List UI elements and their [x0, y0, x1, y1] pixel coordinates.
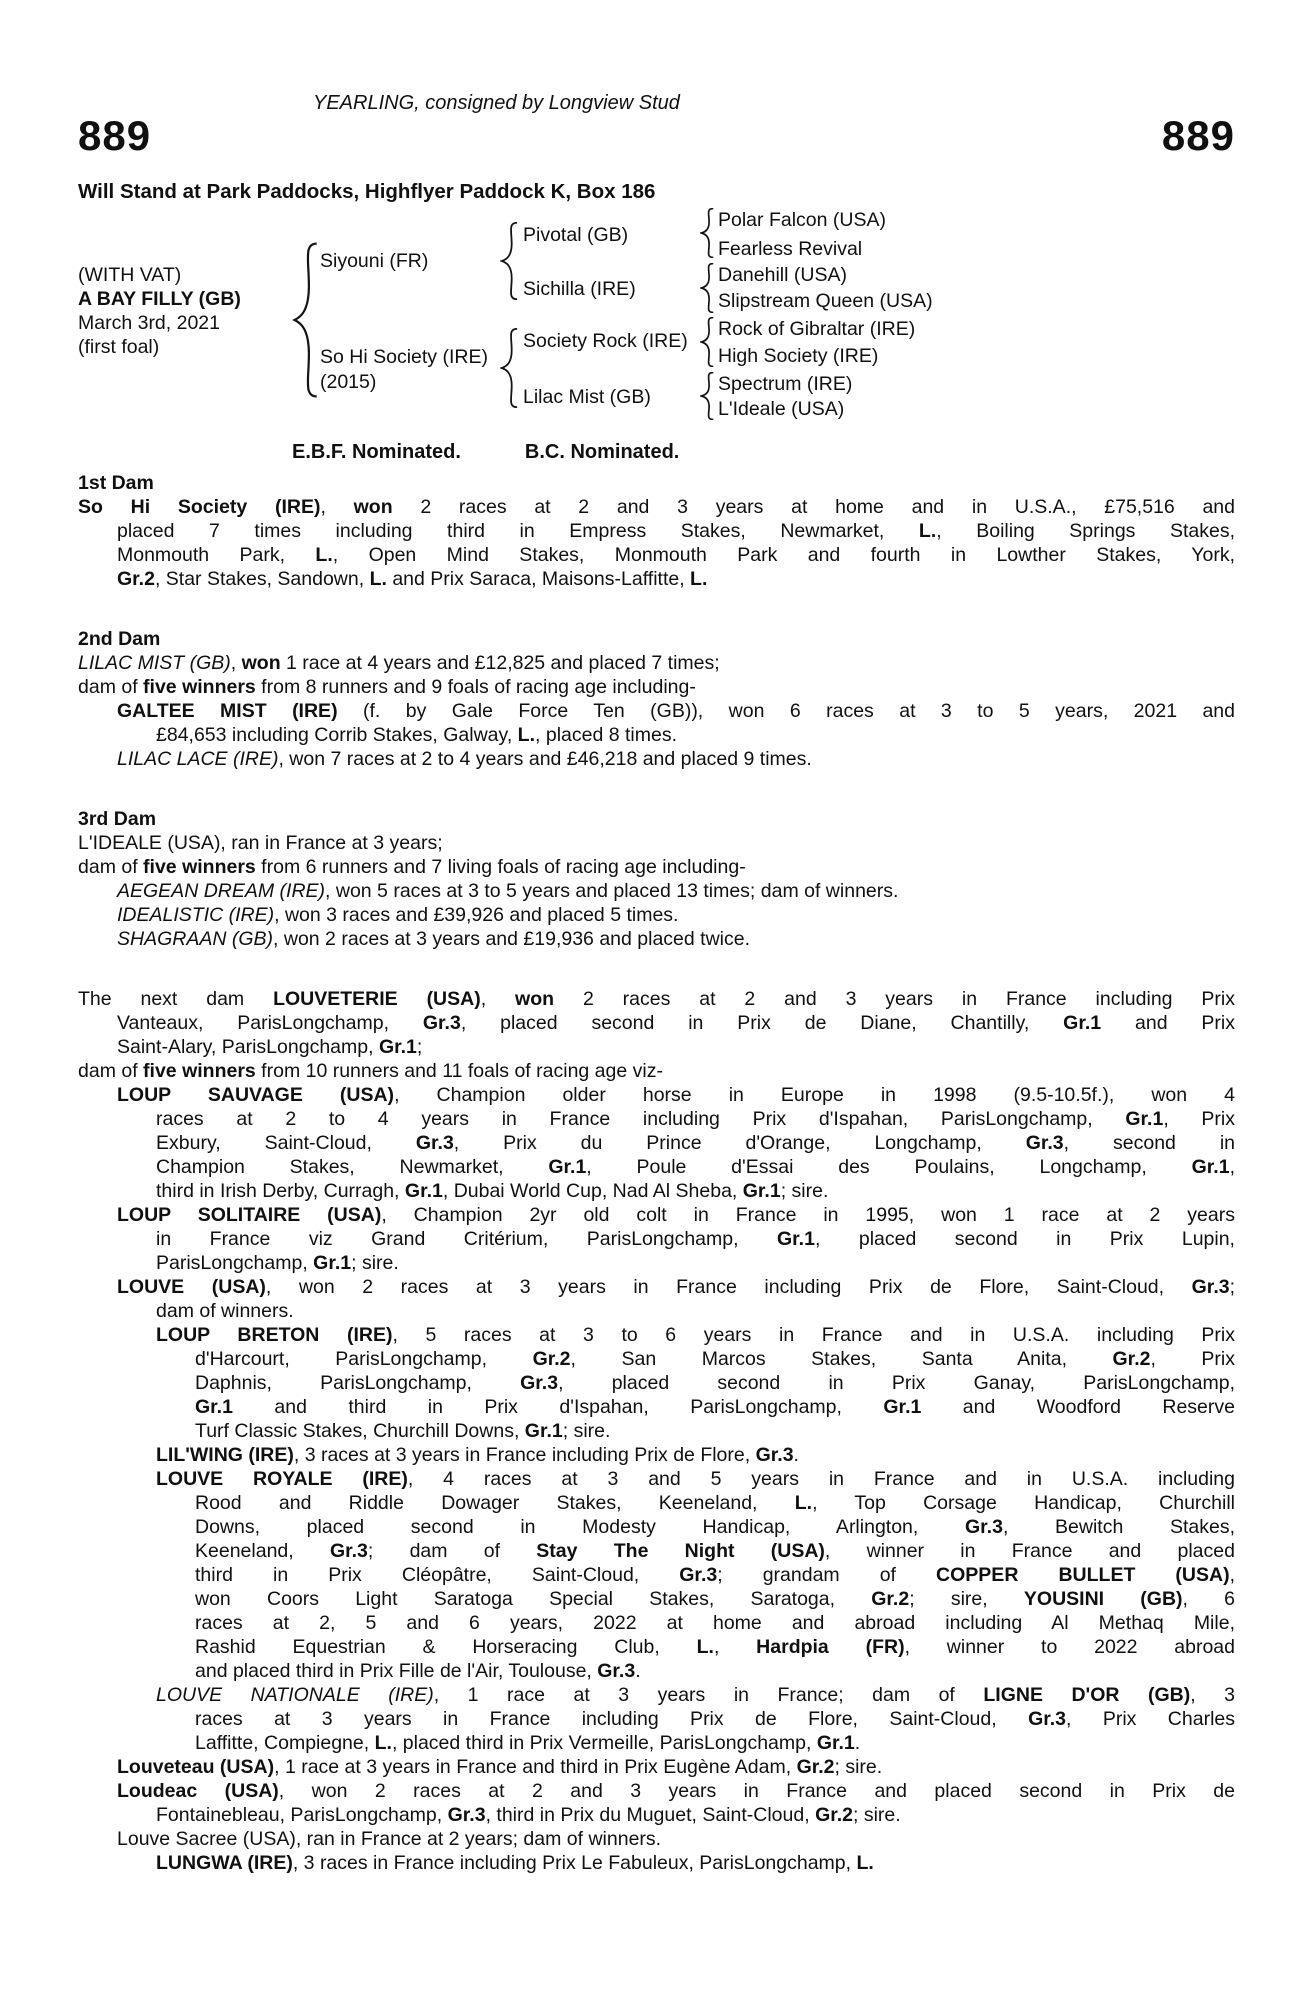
text-run: Laffitte, Compiegne, [195, 1732, 375, 1754]
text-run: won Coors Light Saratoga Special Stakes, Saratoga, [195, 1588, 872, 1610]
text-run: 1 race at 4 years and £12,825 and placed 7 times; [280, 652, 720, 674]
text-run: L. [690, 568, 708, 590]
text-run: LOUVE (USA) [117, 1276, 266, 1298]
pedigree-text-line [78, 699, 1235, 723]
text-run: in France viz Grand Critérium, ParisLongchamp, [156, 1228, 777, 1250]
text-run: Gr.3 [1191, 1276, 1230, 1298]
pedigree-text-line [78, 1683, 1235, 1707]
text-run: L. [696, 1636, 714, 1658]
pedigree-text-line [78, 1803, 1235, 1827]
stand-location: Will Stand at Park Paddocks, Highflyer Paddock K, Box 186 [78, 180, 656, 203]
text-run: , Bewitch Stakes, [1002, 1516, 1235, 1538]
text-run: , [1229, 1564, 1235, 1586]
gen3-name: Danehill (USA) [718, 264, 847, 286]
text-run: , Open Mind Stakes, Monmouth Park and fourth in Lowther Stakes, York, [332, 544, 1235, 566]
text-run: , San Marcos Stakes, Santa Anita, [570, 1348, 1113, 1370]
pedigree-text-line [78, 927, 1235, 951]
pedigree-text-line [78, 1251, 1235, 1275]
pedigree-text-line [78, 1659, 1235, 1683]
text-run: Gr.3 [1025, 1132, 1064, 1154]
pedigree-brace [292, 242, 318, 398]
text-run: LIGNE D'OR (GB) [983, 1684, 1191, 1706]
text-run: third in Prix Cléopâtre, Saint-Cloud, [195, 1564, 680, 1586]
text-run: Gr.1 [777, 1228, 815, 1250]
gen3-name: Fearless Revival [718, 238, 863, 260]
text-run: Gr.1 [1063, 1012, 1102, 1034]
text-run: , 1 race at 3 years in France and third in Prix Eugène Adam, [274, 1756, 797, 1778]
text-run: Champion Stakes, Newmarket, [156, 1156, 549, 1178]
pedigree-text-line [78, 675, 1235, 699]
text-run: , Prix du Prince d'Orange, Longchamp, [453, 1132, 1026, 1154]
dam-section-heading: 3rd Dam [78, 808, 157, 830]
pedigree-text-line [78, 855, 1235, 879]
text-run: LOUP SOLITAIRE (USA) [117, 1204, 382, 1226]
pedigree-text-line [78, 1299, 1235, 1323]
text-run: , [1229, 1156, 1235, 1178]
text-run: , [713, 1636, 757, 1658]
text-run: five winners [143, 856, 256, 878]
text-run: , second in [1063, 1132, 1235, 1154]
pedigree-text-line [78, 1275, 1235, 1299]
text-run: , 3 races in France including Prix Le Fabuleux, ParisLongchamp, [292, 1852, 857, 1874]
pedigree-text-line [78, 831, 1235, 855]
text-run: and Prix [1101, 1012, 1235, 1034]
lot-number-row [78, 112, 1235, 159]
text-run: LOUVETERIE (USA) [273, 988, 481, 1010]
pedigree-text-line [78, 1107, 1235, 1131]
text-run: LILAC LACE (IRE) [117, 748, 279, 770]
text-run: Louve Sacree (USA), ran in France at 2 years; dam of winners. [117, 1828, 662, 1850]
text-run: Gr.3 [520, 1372, 559, 1394]
pedigree-text-line [78, 1539, 1235, 1563]
text-run: Gr.3 [964, 1516, 1003, 1538]
text-run: Gr.3 [447, 1804, 486, 1826]
text-run: GALTEE MIST (IRE) [117, 700, 338, 722]
text-run: , won 7 races at 2 to 4 years and £46,218 and placed 9 times. [278, 748, 812, 770]
text-run: LOUVE ROYALE (IRE) [156, 1468, 408, 1490]
pedigree-brace [500, 328, 518, 408]
pedigree-text [78, 471, 1235, 1875]
text-run: , placed second in Prix de Diane, Chantilly, [460, 1012, 1064, 1034]
pedigree-text-line [78, 1227, 1235, 1251]
lot-number-right: 889 [1161, 112, 1235, 159]
pedigree-text-line [78, 1443, 1235, 1467]
text-run: Gr.1 [404, 1180, 443, 1202]
pedigree-brace [700, 317, 714, 367]
pedigree-text-line [78, 1179, 1235, 1203]
text-run: Loudeac (USA) [117, 1780, 279, 1802]
text-run: ; sire. [351, 1252, 399, 1274]
text-run: Exbury, Saint-Cloud, [156, 1132, 416, 1154]
text-run: , winner in France and placed [824, 1540, 1235, 1562]
pedigree-text-line [78, 1851, 1235, 1875]
text-run: Rood and Riddle Dowager Stakes, Keeneland, [195, 1492, 795, 1514]
pedigree-text-line [78, 1419, 1235, 1443]
text-run: ; sire. [853, 1804, 901, 1826]
text-run: , Champion 2yr old colt in France in 1995, won 1 race at 2 years [381, 1204, 1235, 1226]
text-run: L. [517, 724, 536, 746]
pedigree-text-line [78, 1083, 1235, 1107]
text-run: , Champion older horse in Europe in 1998 (9.5-10.5f.), won 4 [394, 1084, 1235, 1106]
text-run: won [515, 988, 555, 1010]
text-run: from 10 runners and 11 foals of racing age viz- [255, 1060, 663, 1082]
text-run: Gr.1 [1191, 1156, 1230, 1178]
text-run: Louveteau (USA) [117, 1756, 275, 1778]
text-run: and third in Prix d'Ispahan, ParisLongchamp, [232, 1396, 884, 1418]
text-run: , won 2 races at 3 years in France including Prix de Flore, Saint-Cloud, [265, 1276, 1192, 1298]
text-run: Gr.1 [548, 1156, 587, 1178]
text-run: ; [416, 1036, 423, 1058]
text-run: five winners [143, 1060, 256, 1082]
text-run: . [854, 1732, 861, 1754]
sire-dam-name: Sichilla (IRE) [523, 278, 636, 300]
text-run: races at 2 to 4 years in France including Prix d'Ispahan, ParisLongchamp, [156, 1108, 1126, 1130]
text-run: Vanteaux, ParisLongchamp, [117, 1012, 423, 1034]
text-run: , won 3 races and £39,926 and placed 5 times. [274, 904, 679, 926]
text-run: L'IDEALE (USA), ran in France at 3 years; [78, 832, 443, 854]
pedigree-brace [700, 372, 714, 420]
text-run: COPPER BULLET (USA) [936, 1564, 1230, 1586]
text-run: , 3 races at 3 years in France including Prix de Flore, [293, 1444, 756, 1466]
text-run: races at 3 years in France including Prix de Flore, Saint-Cloud, [195, 1708, 1029, 1730]
text-run: dam of [78, 676, 144, 698]
pedigree-text-line [78, 1491, 1235, 1515]
text-run: Saint-Alary, ParisLongchamp, [117, 1036, 379, 1058]
text-run: Fontainebleau, ParisLongchamp, [156, 1804, 448, 1826]
text-run: , 5 races at 3 to 6 years in France and in U.S.A. including Prix [392, 1324, 1235, 1346]
pedigree-text-line [78, 1707, 1235, 1731]
text-run: , won 5 races at 3 to 5 years and placed 13 times; dam of winners. [325, 880, 899, 902]
text-run: Rashid Equestrian & Horseracing Club, [195, 1636, 697, 1658]
text-run: So Hi Society (IRE) [78, 496, 321, 518]
gen3-name: Spectrum (IRE) [718, 373, 853, 395]
text-run: , Dubai World Cup, Nad Al Sheba, [442, 1180, 743, 1202]
gen3-name: Rock of Gibraltar (IRE) [718, 318, 916, 340]
pedigree-text-line [78, 1755, 1235, 1779]
text-run: Turf Classic Stakes, Churchill Downs, [195, 1420, 525, 1442]
pedigree-text-line [78, 723, 1235, 747]
text-run: . [635, 1660, 641, 1682]
text-run: ; [1229, 1276, 1236, 1298]
pedigree-text-line [78, 1467, 1235, 1491]
foal-note: (first foal) [78, 336, 160, 358]
text-run: L. [315, 544, 333, 566]
text-run: LOUVE NATIONALE (IRE) [156, 1684, 434, 1706]
pedigree-text-line [78, 543, 1235, 567]
text-run: ; sire. [780, 1180, 829, 1202]
text-run: and Prix Saraca, Maisons-Laffitte, [386, 568, 691, 590]
text-run: Gr.3 [679, 1564, 718, 1586]
pedigree-text-line [78, 1347, 1235, 1371]
text-run: , 1 race at 3 years in France; dam of [433, 1684, 984, 1706]
text-run: and Woodford Reserve [921, 1396, 1235, 1418]
text-run: L. [794, 1492, 813, 1514]
text-run: , winner to 2022 abroad [904, 1636, 1235, 1658]
text-run: , placed second in Prix Ganay, ParisLongchamp, [558, 1372, 1235, 1394]
text-run: AEGEAN DREAM (IRE) [117, 880, 326, 902]
pedigree-text-line [78, 567, 1235, 591]
text-run: won [241, 652, 281, 674]
text-run: , Top Corsage Handicap, Churchill [812, 1492, 1235, 1514]
text-run: dam of winners. [156, 1300, 294, 1322]
pedigree-text-line [78, 1155, 1235, 1179]
text-run: The next dam [78, 988, 274, 1010]
text-run: Gr.3 [422, 1012, 461, 1034]
text-run: LOUP BRETON (IRE) [156, 1324, 393, 1346]
text-run: ; sire. [834, 1756, 883, 1778]
text-run: Daphnis, ParisLongchamp, [195, 1372, 521, 1394]
text-run: , 4 races at 3 and 5 years in France and in U.S.A. including [407, 1468, 1235, 1490]
text-run: LUNGWA (IRE) [156, 1852, 293, 1874]
text-run: won [353, 496, 393, 518]
text-run: , Prix [1163, 1108, 1235, 1130]
text-run: and placed third in Prix Fille de l'Air, Toulouse, [195, 1660, 598, 1682]
lot-number-left: 889 [78, 112, 152, 159]
pedigree-text-line [78, 1611, 1235, 1635]
text-run: , Poule d'Essai des Poulains, Longchamp, [586, 1156, 1192, 1178]
dam-section-heading: 2nd Dam [78, 628, 161, 650]
text-run: , [230, 652, 242, 674]
text-run: , placed third in Prix Vermeille, ParisLongchamp, [391, 1732, 817, 1754]
text-run: , won 2 races at 3 years and £19,936 and placed twice. [273, 928, 751, 950]
sire-name: Siyouni (FR) [320, 250, 429, 272]
text-run: L. [918, 520, 937, 542]
text-run: Gr.3 [597, 1660, 636, 1682]
pedigree-text-line [78, 1563, 1235, 1587]
text-run: , 3 [1190, 1684, 1235, 1706]
text-run: Gr.2 [532, 1348, 571, 1370]
animal-name: A BAY FILLY (GB) [78, 288, 241, 310]
text-run: Gr.2 [117, 568, 155, 590]
pedigree-text-line [78, 1827, 1235, 1851]
text-run: . [793, 1444, 799, 1466]
text-run: Gr.1 [883, 1396, 922, 1418]
gen3-name: Slipstream Queen (USA) [718, 290, 933, 312]
text-run: SHAGRAAN (GB) [117, 928, 274, 950]
pedigree-text-line [78, 1635, 1235, 1659]
text-run: , placed 8 times. [535, 724, 677, 746]
pedigree-text-line [78, 1587, 1235, 1611]
text-run: Gr.3 [1028, 1708, 1067, 1730]
text-run: LOUP SAUVAGE (USA) [117, 1084, 395, 1106]
text-run: Gr.1 [742, 1180, 781, 1202]
text-run: Gr.2 [1112, 1348, 1151, 1370]
pedigree-text-line [78, 1395, 1235, 1419]
text-run: YOUSINI (GB) [1023, 1588, 1183, 1610]
sire-sire-name: Pivotal (GB) [523, 224, 629, 246]
pedigree-text-line [78, 1011, 1235, 1035]
dam-sire-name: Society Rock (IRE) [523, 330, 688, 352]
text-run: , won 2 races at 2 and 3 years in France and placed second in Prix de [278, 1780, 1235, 1802]
text-run: Gr.3 [329, 1540, 368, 1562]
text-run: 2 races at 2 and 3 years at home and in U.S.A., £75,516 and [392, 496, 1236, 518]
pedigree-chart [78, 206, 1235, 434]
text-run: L. [856, 1852, 874, 1874]
pedigree-text-line [78, 1059, 1235, 1083]
text-run: ; sire, [909, 1588, 1024, 1610]
gen3-name: L'Ideale (USA) [718, 398, 845, 420]
text-run: , placed second in Prix Lupin, [814, 1228, 1235, 1250]
text-run: £84,653 including Corrib Stakes, Galway, [156, 724, 518, 746]
text-run: LILAC MIST (GB) [78, 652, 231, 674]
text-run: third in Irish Derby, Curragh, [156, 1180, 405, 1202]
text-run: , third in Prix du Muguet, Saint-Cloud, [485, 1804, 816, 1826]
pedigree-brace [700, 208, 714, 258]
text-run: ; dam of [367, 1540, 537, 1562]
foaling-date: March 3rd, 2021 [78, 312, 220, 334]
text-run: Gr.1 [816, 1732, 855, 1754]
text-run: Monmouth Park, [117, 544, 316, 566]
text-run: Gr.1 [313, 1252, 352, 1274]
text-run: , Boiling Springs Stakes, [936, 520, 1235, 542]
pedigree-text-line [78, 1035, 1235, 1059]
text-run: ParisLongchamp, [156, 1252, 314, 1274]
text-run: Hardpia (FR) [756, 1636, 905, 1658]
text-run: dam of [78, 856, 144, 878]
pedigree-text-line [78, 987, 1235, 1011]
text-run: from 8 runners and 9 foals of racing age including- [255, 676, 696, 698]
text-run: Gr.1 [195, 1396, 233, 1418]
text-run: Gr.2 [871, 1588, 910, 1610]
text-run: , 6 [1182, 1588, 1236, 1610]
text-run: 2 races at 2 and 3 years in France including Prix [554, 988, 1235, 1010]
text-run: Gr.3 [755, 1444, 794, 1466]
text-run: IDEALISTIC (IRE) [117, 904, 275, 926]
pedigree-text-line [78, 651, 1235, 675]
text-run: , Star Stakes, Sandown, [154, 568, 370, 590]
dam-name: So Hi Society (IRE) [320, 346, 488, 368]
text-run: races at 2, 5 and 6 years, 2022 at home and abroad including Al Methaq Mile, [195, 1612, 1235, 1634]
gen3-name: High Society (IRE) [718, 345, 879, 367]
text-run: ; sire. [562, 1420, 611, 1442]
text-run: , [480, 988, 516, 1010]
text-run: Gr.1 [1125, 1108, 1164, 1130]
text-run: Gr.2 [815, 1804, 854, 1826]
text-run: placed 7 times including third in Empress Stakes, Newmarket, [117, 520, 919, 542]
text-run: Gr.1 [378, 1036, 417, 1058]
text-run: L. [374, 1732, 392, 1754]
text-run: (f. by Gale Force Ten (GB)), won 6 races at 3 to 5 years, 2021 and [337, 700, 1235, 722]
text-run: , Prix [1150, 1348, 1235, 1370]
text-run: Gr.2 [796, 1756, 835, 1778]
text-run: Downs, placed second in Modesty Handicap, Arlington, [195, 1516, 965, 1538]
text-run: ; grandam of [717, 1564, 937, 1586]
pedigree-text-line [78, 1515, 1235, 1539]
text-run: dam of [78, 1060, 144, 1082]
text-run: , [320, 496, 354, 518]
text-run: Gr.1 [524, 1420, 563, 1442]
text-run: five winners [143, 676, 256, 698]
dam-section-heading: 1st Dam [78, 472, 154, 494]
gen3-name: Polar Falcon (USA) [718, 209, 886, 231]
pedigree-brace [500, 222, 518, 300]
ebf-nomination: E.B.F. Nominated. [292, 441, 461, 463]
text-run: LIL'WING (IRE) [156, 1444, 294, 1466]
pedigree-text-line [78, 495, 1235, 519]
text-run: from 6 runners and 7 living foals of racing age including- [255, 856, 746, 878]
text-run: Gr.3 [415, 1132, 454, 1154]
consignment-line: YEARLING, consigned by Longview Stud [313, 92, 680, 114]
text-run: d'Harcourt, ParisLongchamp, [195, 1348, 533, 1370]
nominations-row [78, 440, 1235, 464]
pedigree-text-line [78, 519, 1235, 543]
vat-note: (WITH VAT) [78, 264, 182, 286]
dam-dam-name: Lilac Mist (GB) [523, 386, 651, 408]
dam-year: (2015) [320, 371, 377, 393]
pedigree-text-line [78, 747, 1235, 771]
pedigree-text-line [78, 1203, 1235, 1227]
text-run: Keeneland, [195, 1540, 330, 1562]
text-run: Stay The Night (USA) [536, 1540, 825, 1562]
bc-nomination: B.C. Nominated. [524, 441, 680, 463]
pedigree-brace [700, 263, 714, 313]
pedigree-text-line [78, 1779, 1235, 1803]
pedigree-text-line [78, 1131, 1235, 1155]
pedigree-text-line [78, 903, 1235, 927]
pedigree-text-line [78, 1371, 1235, 1395]
text-run: L. [369, 568, 387, 590]
pedigree-text-line [78, 1323, 1235, 1347]
pedigree-text-line [78, 879, 1235, 903]
text-run: , Prix Charles [1066, 1708, 1235, 1730]
pedigree-text-line [78, 1731, 1235, 1755]
